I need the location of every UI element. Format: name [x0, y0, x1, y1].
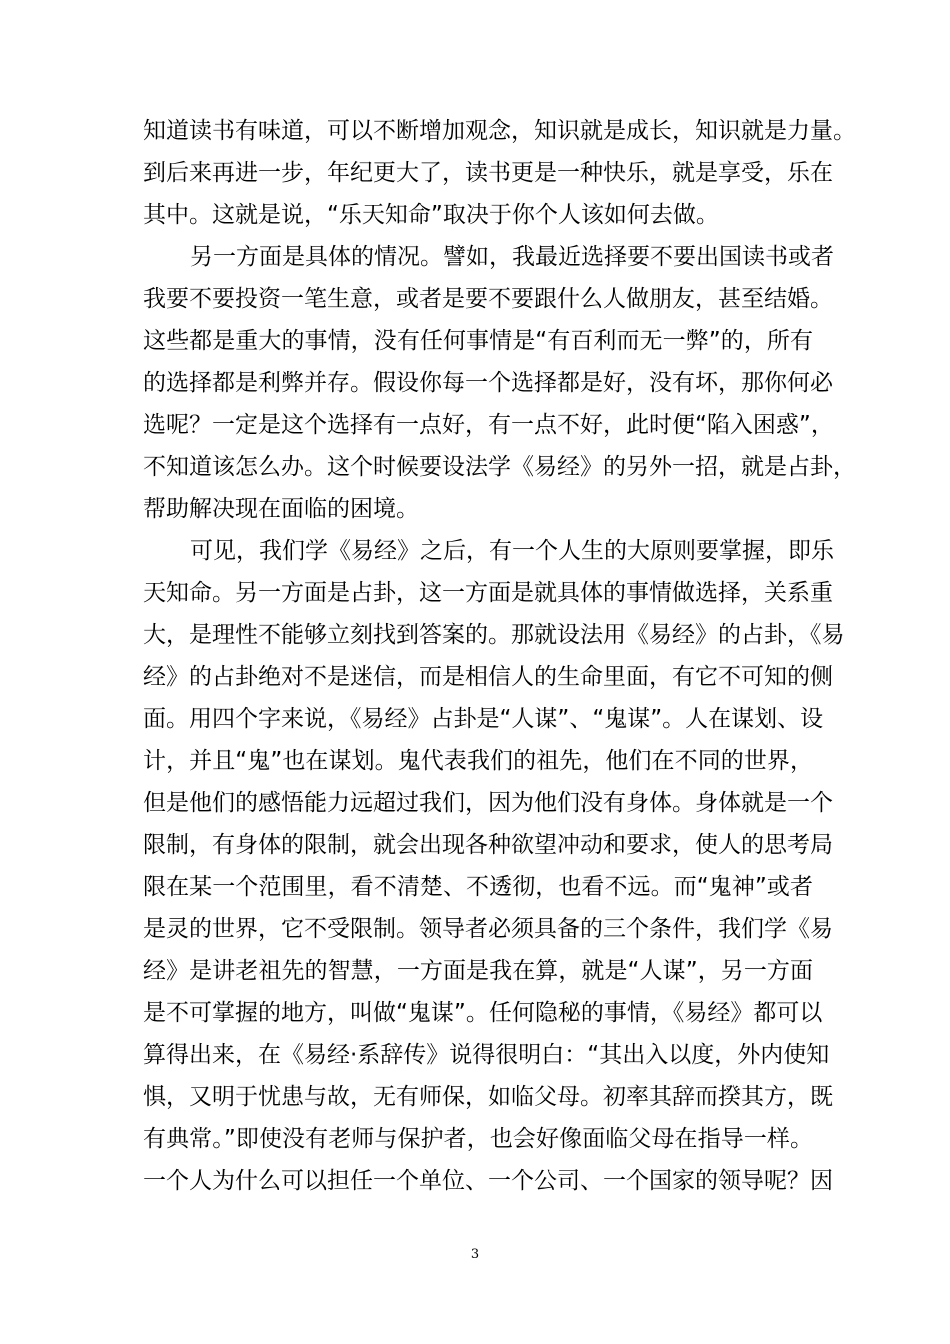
text-line: 帮助解决现在面临的困境。	[143, 496, 419, 522]
text-line: 知道读书有味道，可以不断增加观念，知识就是成长，知识就是力量。	[143, 118, 856, 144]
text-line: 到后来再进一步，年纪更大了，读书更是一种快乐，就是享受，乐在	[143, 160, 833, 186]
text-line: 这些都是重大的事情，没有任何事情是“有百利而无一弊”的，所有	[143, 328, 813, 354]
text-line: 惧，又明于忧患与故，无有师保，如临父母。初率其辞而揆其方，既	[143, 1084, 833, 1110]
text-line: 是灵的世界，它不受限制。领导者必须具备的三个条件，我们学《易	[143, 916, 833, 942]
text-line: 的选择都是利弊并存。假设你每一个选择都是好，没有坏，那你何必	[143, 370, 833, 396]
body-text	[143, 110, 856, 1202]
text-line: 算得出来，在《易经·系辞传》说得很明白：“其出入以度，外内使知	[143, 1042, 830, 1068]
text-line: 经》的占卦绝对不是迷信，而是相信人的生命里面，有它不可知的侧	[143, 664, 833, 690]
text-line: 我要不要投资一笔生意，或者是要不要跟什么人做朋友，甚至结婚。	[143, 286, 833, 312]
text-line: 一个人为什么可以担任一个单位、一个公司、一个国家的领导呢？因	[143, 1168, 833, 1194]
text-line: 面。用四个字来说，《易经》占卦是“人谋”、“鬼谋”。人在谋划、设	[143, 706, 824, 732]
text-line: 限制，有身体的限制，就会出现各种欲望冲动和要求，使人的思考局	[143, 832, 833, 858]
page-number: 3	[470, 1247, 480, 1262]
text-line: 天知命。另一方面是占卦，这一方面是就具体的事情做选择，关系重	[143, 580, 833, 606]
paragraph	[143, 236, 856, 530]
text-line: 是不可掌握的地方，叫做“鬼谋”。任何隐秘的事情，《易经》都可以	[143, 1000, 823, 1026]
text-line: 不知道该怎么办。这个时候要设法学《易经》的另外一招，就是占卦，	[143, 454, 856, 480]
text-line: 计，并且“鬼”也在谋划。鬼代表我们的祖先，他们在不同的世界，	[143, 748, 813, 774]
text-line: 选呢？一定是这个选择有一点好，有一点不好，此时便“陷入困惑”，	[143, 412, 834, 438]
text-line: 经》是讲老祖先的智慧，一方面是我在算，就是“人谋”，另一方面	[143, 958, 813, 984]
text-line: 但是他们的感悟能力远超过我们，因为他们没有身体。身体就是一个	[143, 790, 833, 816]
text-line: 大，是理性不能够立刻找到答案的。那就设法用《易经》的占卦，《易	[143, 622, 845, 648]
text-line: 有典常。”即使没有老师与保护者，也会好像面临父母在指导一样。	[143, 1126, 813, 1152]
paragraph	[143, 530, 845, 1202]
text-line: 另一方面是具体的情况。譬如，我最近选择要不要出国读书或者	[190, 244, 834, 270]
text-line: 可见，我们学《易经》之后，有一个人生的大原则要掌握，即乐	[190, 538, 834, 564]
paragraph	[143, 110, 856, 236]
text-line: 限在某一个范围里，看不清楚、不透彻，也看不远。而“鬼神”或者	[143, 874, 813, 900]
text-line: 其中。这就是说，“乐天知命”取决于你个人该如何去做。	[143, 202, 719, 228]
